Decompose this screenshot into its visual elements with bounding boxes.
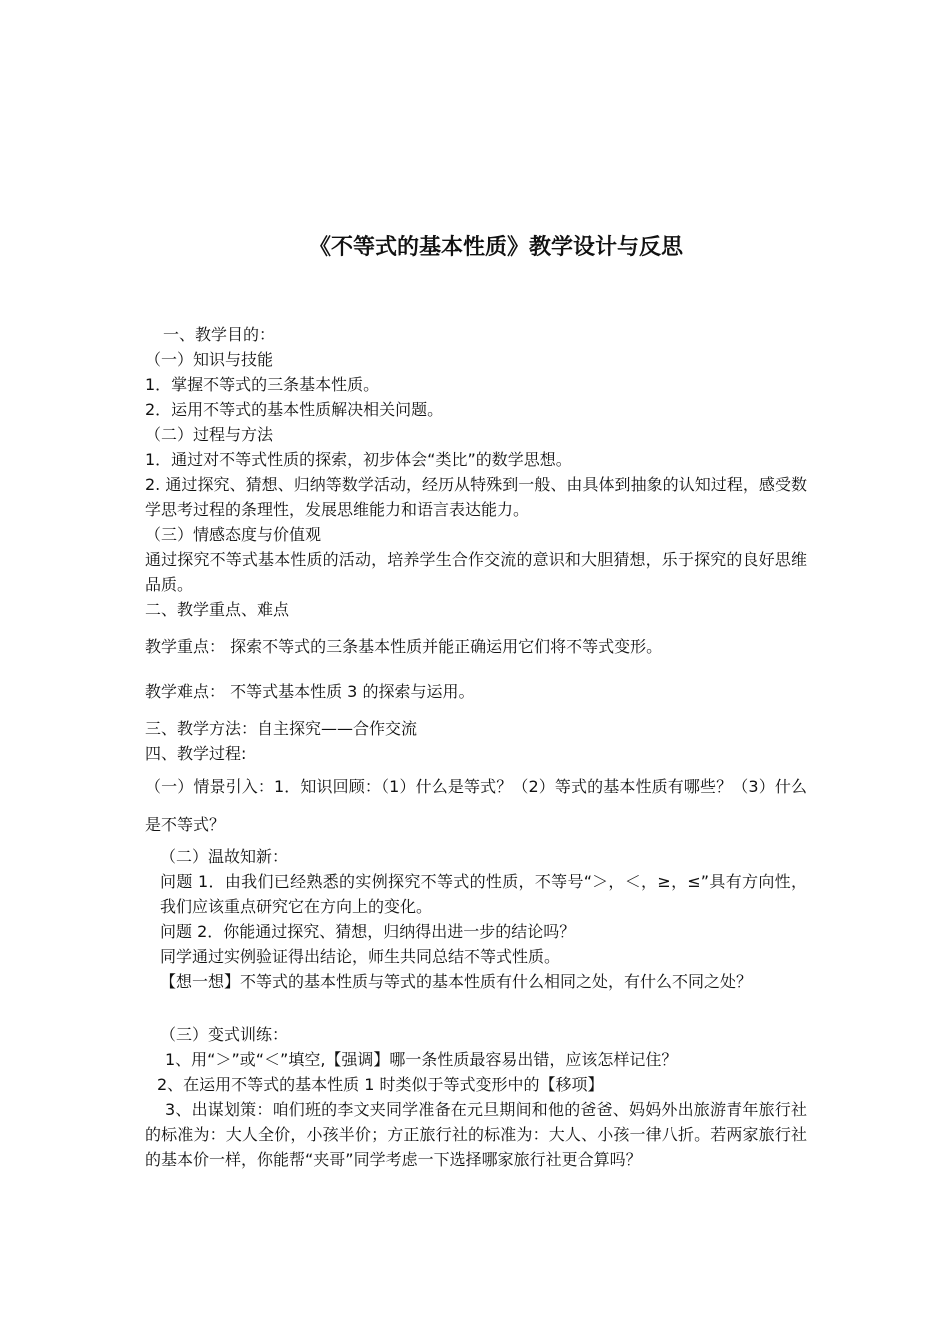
difficult-point: 教学难点： 不等式基本性质 3 的探索与运用。 <box>145 682 475 701</box>
method-line: 三、教学方法：自主探究——合作交流 <box>145 719 418 738</box>
document-title: 《不等式的基本性质》教学设计与反思 <box>308 235 683 260</box>
process-heading: （二）过程与方法 <box>145 425 274 444</box>
goals-heading: 一、教学目的： <box>163 325 276 344</box>
question-1: 问题 1．由我们已经熟悉的实例探究不等式的性质，不等号“＞，＜，≥，≤”具有方向性，我们应该重点研究它在方向上的变化。 <box>160 872 807 916</box>
emotion-heading: （三）情感态度与价值观 <box>145 525 322 544</box>
knowledge-heading: （一）知识与技能 <box>145 350 274 369</box>
practice-item-2: 2、在运用不等式的基本性质 1 时类似于等式变形中的【移项】 <box>157 1075 604 1094</box>
practice-item-3: 3、出谋划策：咱们班的李文夹同学准备在元旦期间和他的爸爸、妈妈外出旅游青年旅行社的标准为：大人全价，小孩半价；方正旅行社的标准为：大人、小孩一律八折。若两家旅行社的基本价一样，你能帮“夹哥”同学考虑一下选择哪家旅行社更合算吗？ <box>145 1100 807 1169</box>
procedure-heading: 四、教学过程: <box>145 744 247 763</box>
key-heading: 二、教学重点、难点 <box>145 600 290 619</box>
practice-item-1: 1、用“＞”或“＜”填空,【强调】哪一条性质最容易出错，应该怎样记住？ <box>165 1050 678 1069</box>
key-point: 教学重点： 探索不等式的三条基本性质并能正确运用它们将不等式变形。 <box>145 637 663 656</box>
knowledge-item-1: 1．掌握不等式的三条基本性质。 <box>145 375 380 394</box>
review-heading: （二）温故知新： <box>160 847 289 866</box>
process-item-2: 2. 通过探究、猜想、归纳等数学活动，经历从特殊到一般、由具体到抽象的认知过程，感受数学思考过程的条理性，发展思维能力和语言表达能力。 <box>145 475 807 519</box>
process-item-1: 1．通过对不等式性质的探索，初步体会“类比”的数学思想。 <box>145 450 572 469</box>
think-text: 【想一想】不等式的基本性质与等式的基本性质有什么相同之处，有什么不同之处？ <box>160 972 753 991</box>
practice-heading: （三）变式训练： <box>160 1025 289 1044</box>
emotion-text: 通过探究不等式基本性质的活动，培养学生合作交流的意识和大胆猜想，乐于探究的良好思维品质。 <box>145 550 807 594</box>
knowledge-item-2: 2．运用不等式的基本性质解决相关问题。 <box>145 400 444 419</box>
document-body <box>145 322 807 1172</box>
question-2: 问题 2．你能通过探究、猜想，归纳得出进一步的结论吗？ <box>160 922 576 941</box>
intro-text: （一）情景引入：1．知识回顾：（1）什么是等式？（2）等式的基本性质有哪些？（3）什么是不等式？ <box>145 777 807 834</box>
verify-text: 同学通过实例验证得出结论，师生共同总结不等式性质。 <box>160 947 561 966</box>
